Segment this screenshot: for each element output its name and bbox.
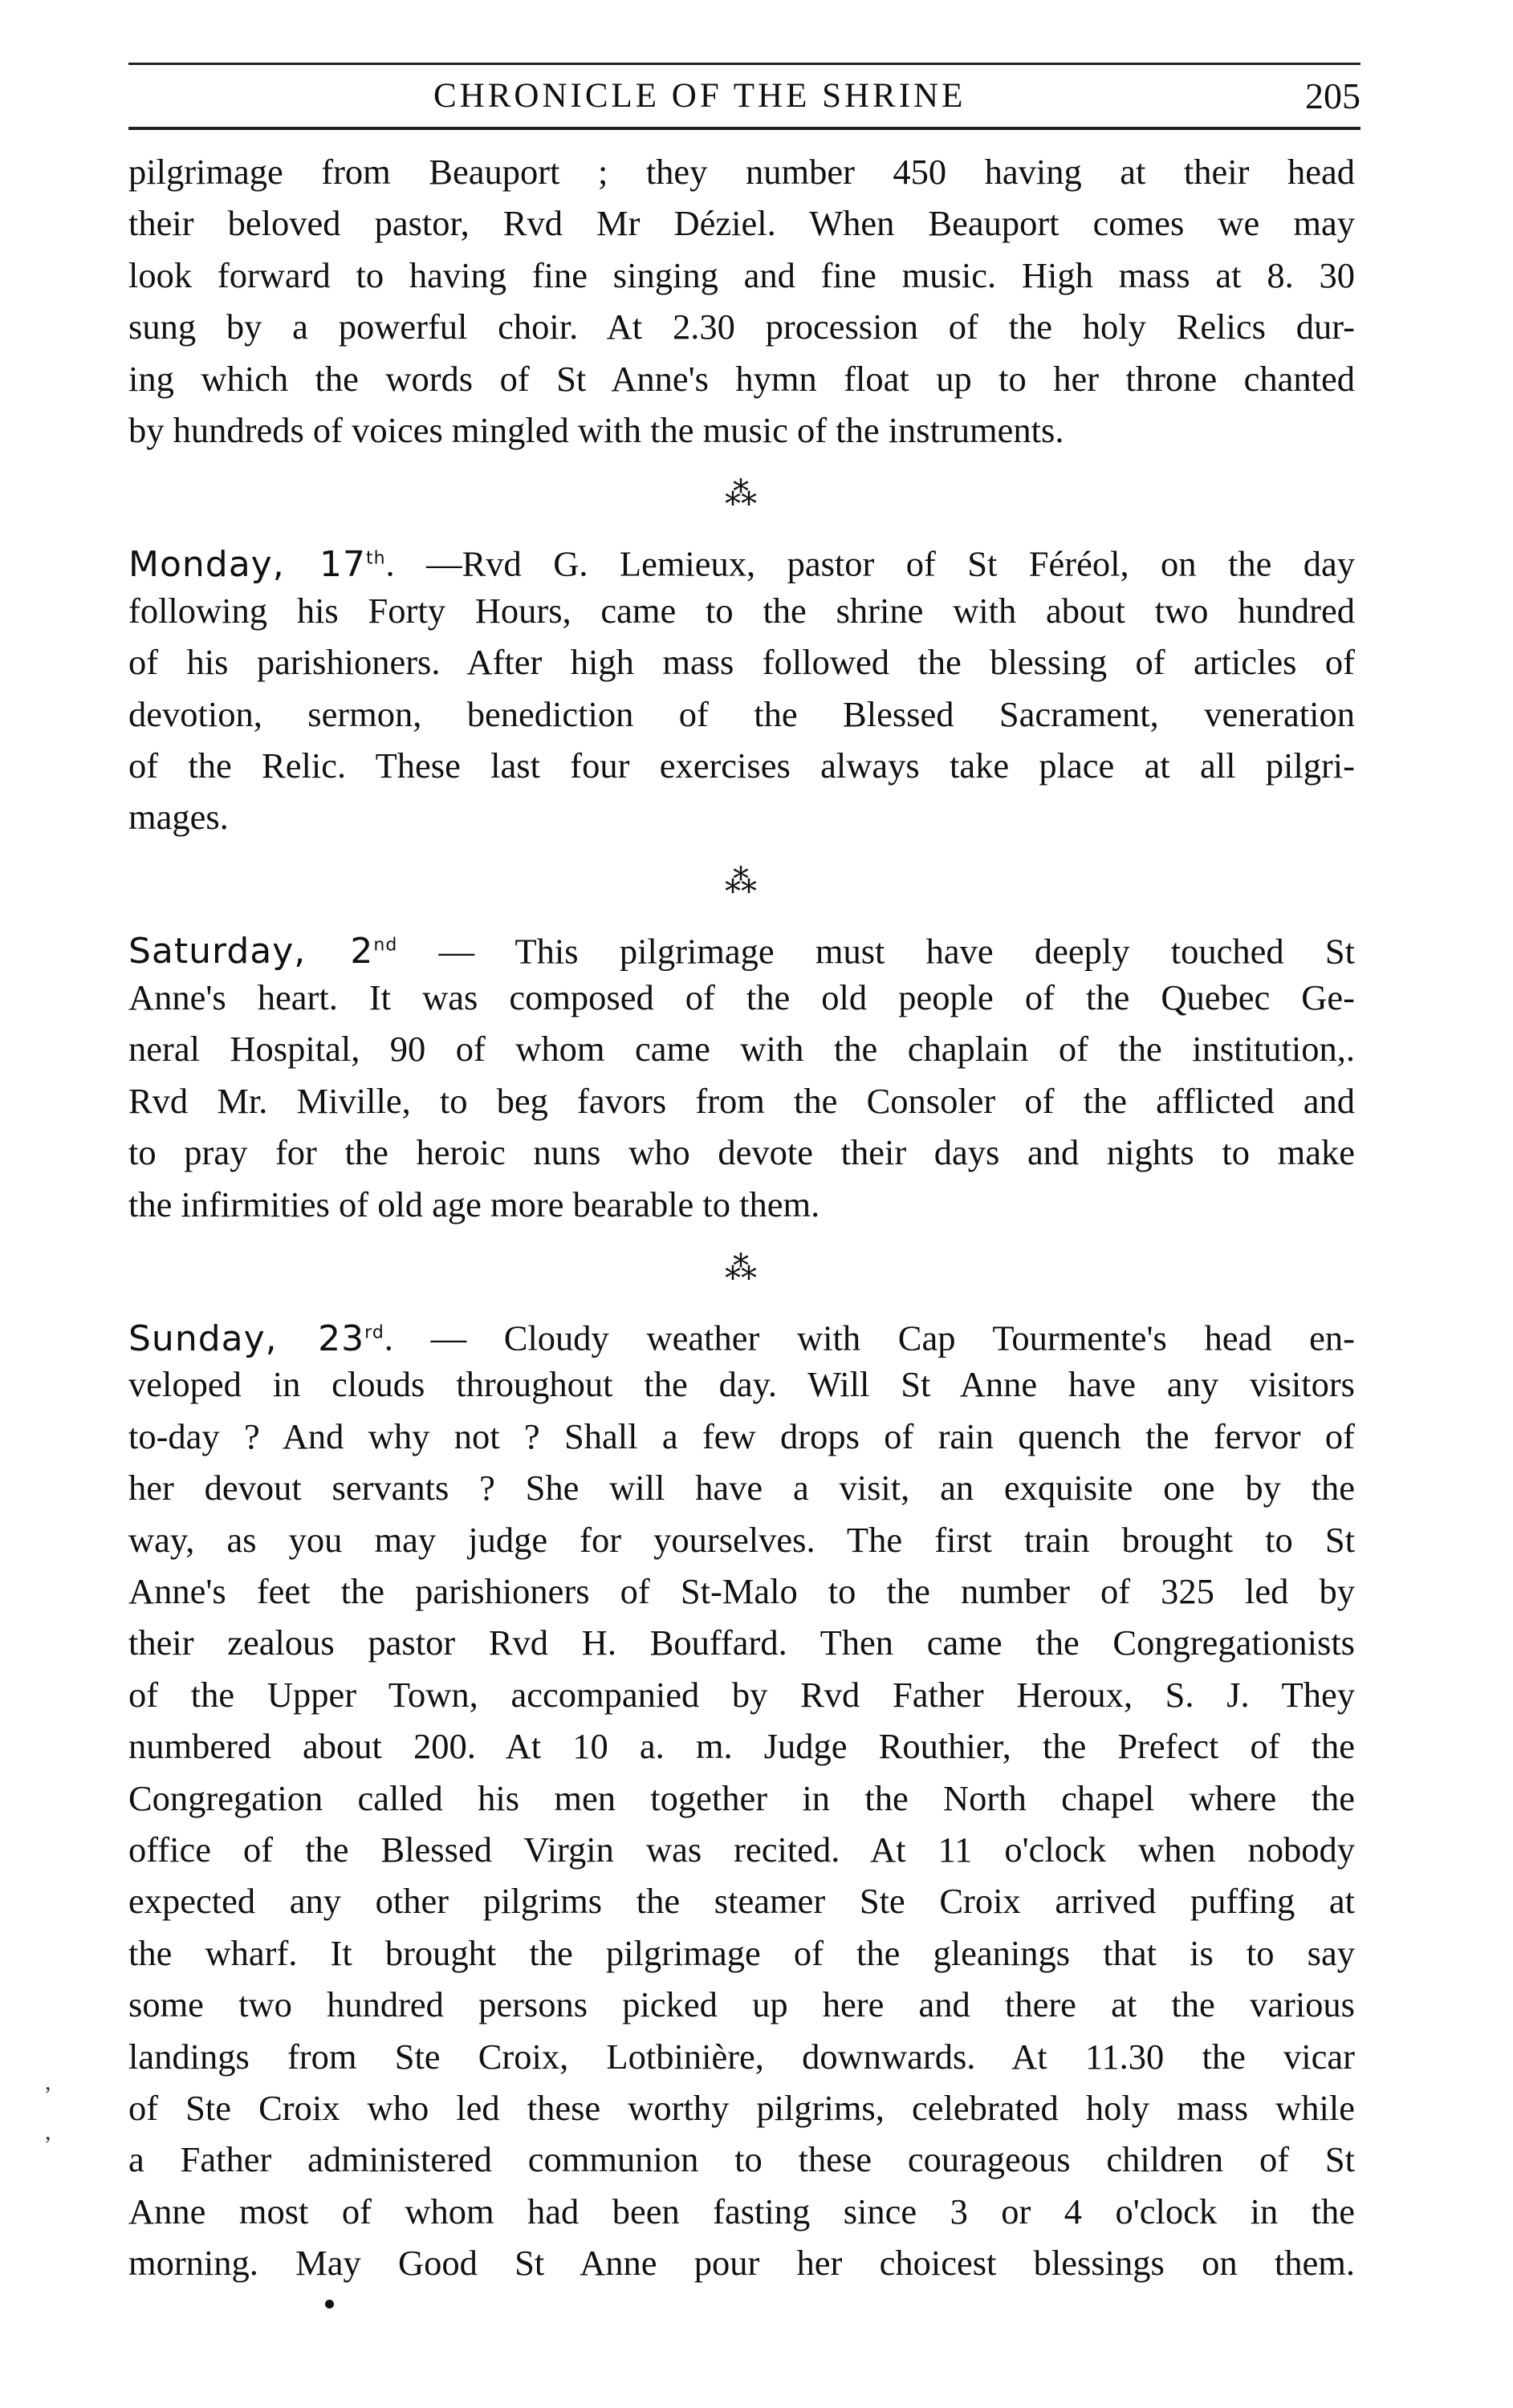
header-rule-bottom bbox=[128, 127, 1360, 130]
section-ornament: ⁂ bbox=[725, 863, 759, 899]
text-line: look forward to having fine singing and fine music. High mass at 8. 30 bbox=[128, 254, 1355, 295]
text-line: Sunday, 23rd. — Cloudy weather with Cap Tourmente's head en- bbox=[128, 1318, 1355, 1359]
text-line: her devout servants ? She will have a visit, an exquisite one by the bbox=[128, 1468, 1355, 1509]
text-line: landings from Ste Croix, Lotbinière, downwards. At 11.30 the vicar bbox=[128, 2036, 1355, 2077]
date-heading: Monday, 17th bbox=[128, 544, 386, 585]
text-line: way, as you may judge for yourselves. The first train brought to St bbox=[128, 1519, 1355, 1560]
text-line: the infirmities of old age more bearable to them. bbox=[128, 1184, 820, 1224]
paragraph-monday bbox=[128, 533, 1355, 843]
header-rule-top bbox=[128, 63, 1360, 65]
running-title: CHRONICLE OF THE SHRINE bbox=[433, 77, 966, 115]
text-line: neral Hospital, 90 of whom came with the chaplain of the institution,. bbox=[128, 1029, 1355, 1070]
text-line: a Father administered communion to these courageous children of St bbox=[128, 2139, 1355, 2180]
text-line: ing which the words of St Anne's hymn float up to her throne chanted bbox=[128, 358, 1355, 399]
text-line: Anne's heart. It was composed of the old people of the Quebec Ge- bbox=[128, 977, 1355, 1018]
text-line: Congregation called his men together in the North chapel where the bbox=[128, 1777, 1355, 1818]
margin-mark: , bbox=[45, 2118, 51, 2145]
text-line: of the Upper Town, accompanied by Rvd Father Heroux, S. J. They bbox=[128, 1674, 1355, 1715]
text-line: some two hundred persons picked up here and there at the various bbox=[128, 1984, 1355, 2025]
paragraph-sunday bbox=[128, 1307, 1355, 2288]
section-ornament: ⁂ bbox=[725, 1250, 759, 1287]
text-line: mages. bbox=[128, 797, 229, 838]
text-line: Anne most of whom had been fasting since 3 or 4 o'clock in the bbox=[128, 2191, 1355, 2231]
text-line: sung by a powerful choir. At 2.30 procession of the holy Relics dur- bbox=[128, 307, 1355, 347]
running-head bbox=[128, 71, 1360, 122]
text-line: their beloved pastor, Rvd Mr Déziel. When Beauport comes we may bbox=[128, 203, 1355, 244]
text-line: Anne's feet the parishioners of St-Malo to the number of 325 led by bbox=[128, 1570, 1355, 1611]
margin-mark: , bbox=[45, 2069, 51, 2095]
section-ornament: ⁂ bbox=[725, 476, 759, 513]
body-text bbox=[128, 146, 1355, 2288]
text-line: pilgrimage from Beauport ; they number 450 having at their head bbox=[128, 152, 1355, 192]
text-line: following his Forty Hours, came to the shrine with about two hundred bbox=[128, 590, 1355, 631]
text-line: office of the Blessed Virgin was recited. At 11 o'clock when nobody bbox=[128, 1829, 1355, 1870]
paragraph-saturday bbox=[128, 920, 1355, 1230]
text-line: of the Relic. These last four exercises always take place at all pilgri- bbox=[128, 745, 1355, 786]
paragraph-beauport bbox=[128, 146, 1355, 456]
text-line: by hundreds of voices mingled with the music of the instruments. bbox=[128, 409, 1064, 450]
date-heading: Saturday, 2nd bbox=[128, 931, 398, 973]
date-heading: Sunday, 23rd bbox=[128, 1318, 384, 1359]
text-line: to-day ? And why not ? Shall a few drops of rain quench the fervor of bbox=[128, 1415, 1355, 1456]
text-line: to pray for the heroic nuns who devote their days and nights to make bbox=[128, 1132, 1355, 1173]
page-number: 205 bbox=[1305, 75, 1360, 116]
text-line: morning. May Good St Anne pour her choicest blessings on them. bbox=[128, 2243, 1355, 2284]
text-line: Rvd Mr. Miville, to beg favors from the Consoler of the afflicted and bbox=[128, 1080, 1355, 1121]
text-line: devotion, sermon, benediction of the Blessed Sacrament, veneration bbox=[128, 693, 1355, 734]
text-line: numbered about 200. At 10 a. m. Judge Routhier, the Prefect of the bbox=[128, 1726, 1355, 1767]
text-line: Saturday, 2nd — This pilgrimage must have deeply touched St bbox=[128, 931, 1355, 973]
text-line: of Ste Croix who led these worthy pilgrims, celebrated holy mass while bbox=[128, 2087, 1355, 2128]
stray-dot bbox=[325, 2300, 334, 2309]
text-line: their zealous pastor Rvd H. Bouffard. Then came the Congregationists bbox=[128, 1622, 1355, 1663]
text-line: the wharf. It brought the pilgrimage of the gleanings that is to say bbox=[128, 1932, 1355, 1973]
text-line: veloped in clouds throughout the day. Will St Anne have any visitors bbox=[128, 1364, 1355, 1405]
text-line: of his parishioners. After high mass followed the blessing of articles of bbox=[128, 642, 1355, 683]
text-line: expected any other pilgrims the steamer Ste Croix arrived puffing at bbox=[128, 1881, 1355, 1922]
text-line: Monday, 17th. —Rvd G. Lemieux, pastor of St Féréol, on the day bbox=[128, 544, 1355, 585]
